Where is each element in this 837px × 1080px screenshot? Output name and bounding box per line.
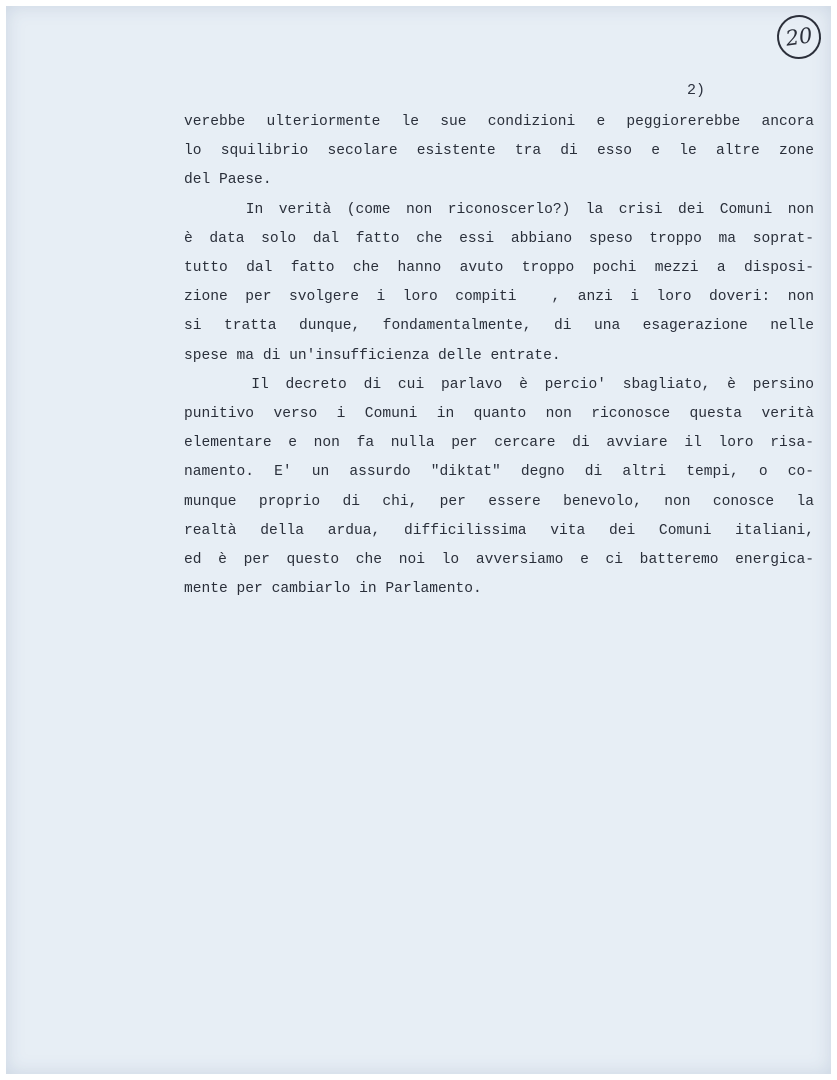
text-line: realtà della ardua, difficilissima vita dei Comuni italiani, bbox=[184, 522, 814, 539]
text-line: In verità (come non riconoscerlo?) la crisi dei Comuni non bbox=[184, 201, 814, 218]
page-number: 2) bbox=[687, 82, 706, 99]
text-line: del Paese. bbox=[184, 172, 272, 189]
text-line: si tratta dunque, fondamentalmente, di una esagerazione nelle bbox=[184, 318, 814, 335]
text-line: munque proprio di chi, per essere benevolo, non conosce la bbox=[184, 493, 814, 510]
text-line: spese ma di un'insufficienza delle entrate. bbox=[184, 347, 561, 364]
text-line: lo squilibrio secolare esistente tra di esso e le altre zone bbox=[184, 143, 814, 160]
text-line: elementare e non fa nulla per cercare di avviare il loro risa- bbox=[184, 435, 814, 452]
text-line: punitivo verso i Comuni in quanto non riconosce questa verità bbox=[184, 406, 814, 423]
page-stamp bbox=[774, 12, 824, 62]
text-line: namento. E' un assurdo "diktat" degno di altri tempi, o co- bbox=[184, 464, 814, 481]
document-page bbox=[6, 6, 831, 1074]
text-line: Il decreto di cui parlavo è percio' sbagliato, è persino bbox=[184, 376, 814, 393]
text-line: verebbe ulteriormente le sue condizioni e peggiorerebbe ancora bbox=[184, 114, 814, 130]
text-line: mente per cambiarlo in Parlamento. bbox=[184, 581, 482, 598]
text-line: ed è per questo che noi lo avversiamo e ci batteremo energica- bbox=[184, 552, 814, 569]
document-body bbox=[184, 108, 814, 604]
text-line: è data solo dal fatto che essi abbiano speso troppo ma soprat- bbox=[184, 230, 814, 247]
text-line: zione per svolgere i loro compiti , anzi i loro doveri: non bbox=[184, 289, 814, 306]
text-line: tutto dal fatto che hanno avuto troppo pochi mezzi a disposi- bbox=[184, 260, 814, 277]
page-stamp-number: 20 bbox=[784, 23, 814, 51]
